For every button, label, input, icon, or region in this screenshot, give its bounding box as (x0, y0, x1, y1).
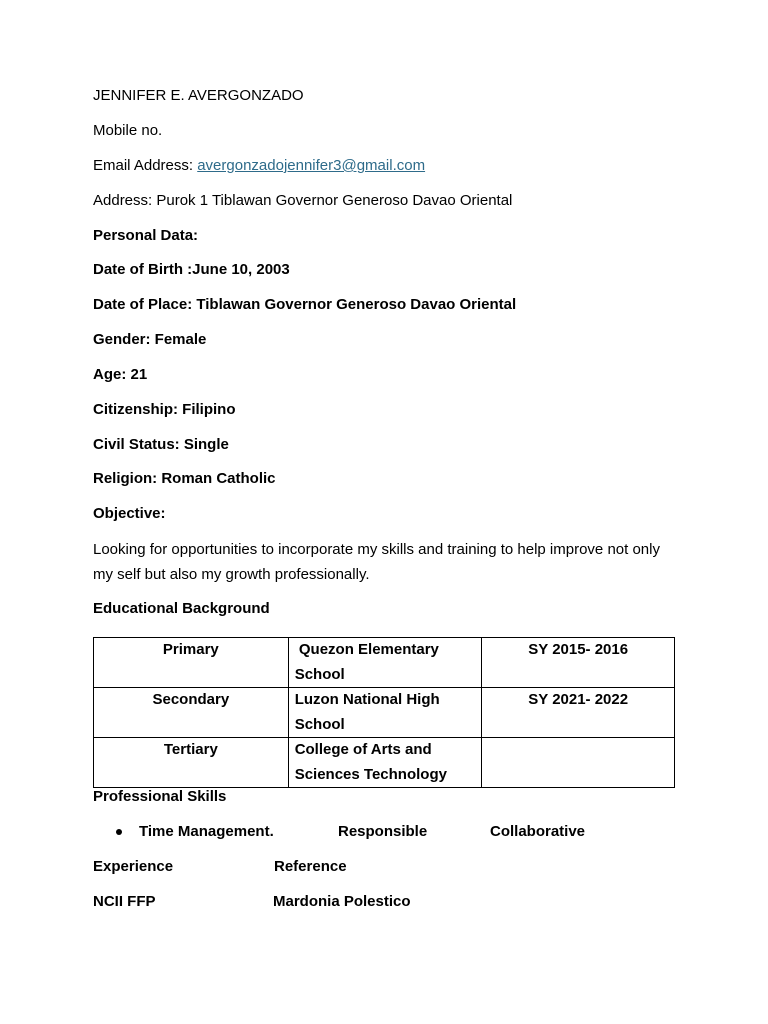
email-label: Email Address: (93, 157, 198, 174)
mobile-label: Mobile no. (93, 122, 163, 139)
table-row (94, 688, 675, 738)
email-link[interactable]: avergonzadojennifer3@gmail.com (197, 157, 426, 174)
age: Age: 21 (93, 366, 148, 383)
education-year: SY 2015- 2016 (482, 638, 675, 688)
education-table (93, 637, 675, 788)
education-level: Tertiary (94, 738, 289, 788)
experience-reference-headings (93, 858, 693, 878)
objective-heading: Objective: (93, 505, 166, 522)
education-level: Primary (94, 638, 289, 688)
education-year (482, 738, 675, 788)
table-row (94, 638, 675, 688)
experience-value: NCII FFP (93, 893, 156, 910)
education-school: College of Arts and Sciences Technology (288, 738, 482, 788)
religion: Religion: Roman Catholic (93, 470, 276, 487)
skills-list (93, 823, 693, 843)
education-school: Luzon National High School (288, 688, 482, 738)
civil-status: Civil Status: Single (93, 436, 229, 453)
table-row (94, 738, 675, 788)
citizenship: Citizenship: Filipino (93, 401, 236, 418)
email-line (93, 157, 425, 175)
applicant-name: JENNIFER E. AVERGONZADO (93, 87, 304, 104)
skill-item: Responsible (338, 823, 428, 840)
bullet-icon (116, 829, 122, 835)
gender: Gender: Female (93, 331, 207, 348)
address-line: Address: Purok 1 Tiblawan Governor Generoso Davao Oriental (93, 192, 513, 209)
education-year: SY 2021- 2022 (482, 688, 675, 738)
skill-item: Time Management. (139, 823, 274, 840)
personal-data-heading: Personal Data: (93, 227, 199, 244)
skill-item: Collaborative (490, 823, 586, 840)
education-heading: Educational Background (93, 600, 270, 617)
date-of-birth: Date of Birth :June 10, 2003 (93, 261, 290, 278)
experience-reference-values (93, 893, 693, 913)
reference-heading: Reference (274, 858, 347, 875)
place-of-birth: Date of Place: Tiblawan Governor Generoso Davao Oriental (93, 296, 517, 313)
education-level: Secondary (94, 688, 289, 738)
reference-value: Mardonia Polestico (273, 893, 411, 910)
objective-text: Looking for opportunities to incorporate my skills and training to help improve not only my self but also my growth professionally. (93, 541, 660, 583)
professional-skills-heading: Professional Skills (93, 788, 227, 805)
education-school: Quezon Elementary School (288, 638, 482, 688)
experience-heading: Experience (93, 858, 174, 875)
